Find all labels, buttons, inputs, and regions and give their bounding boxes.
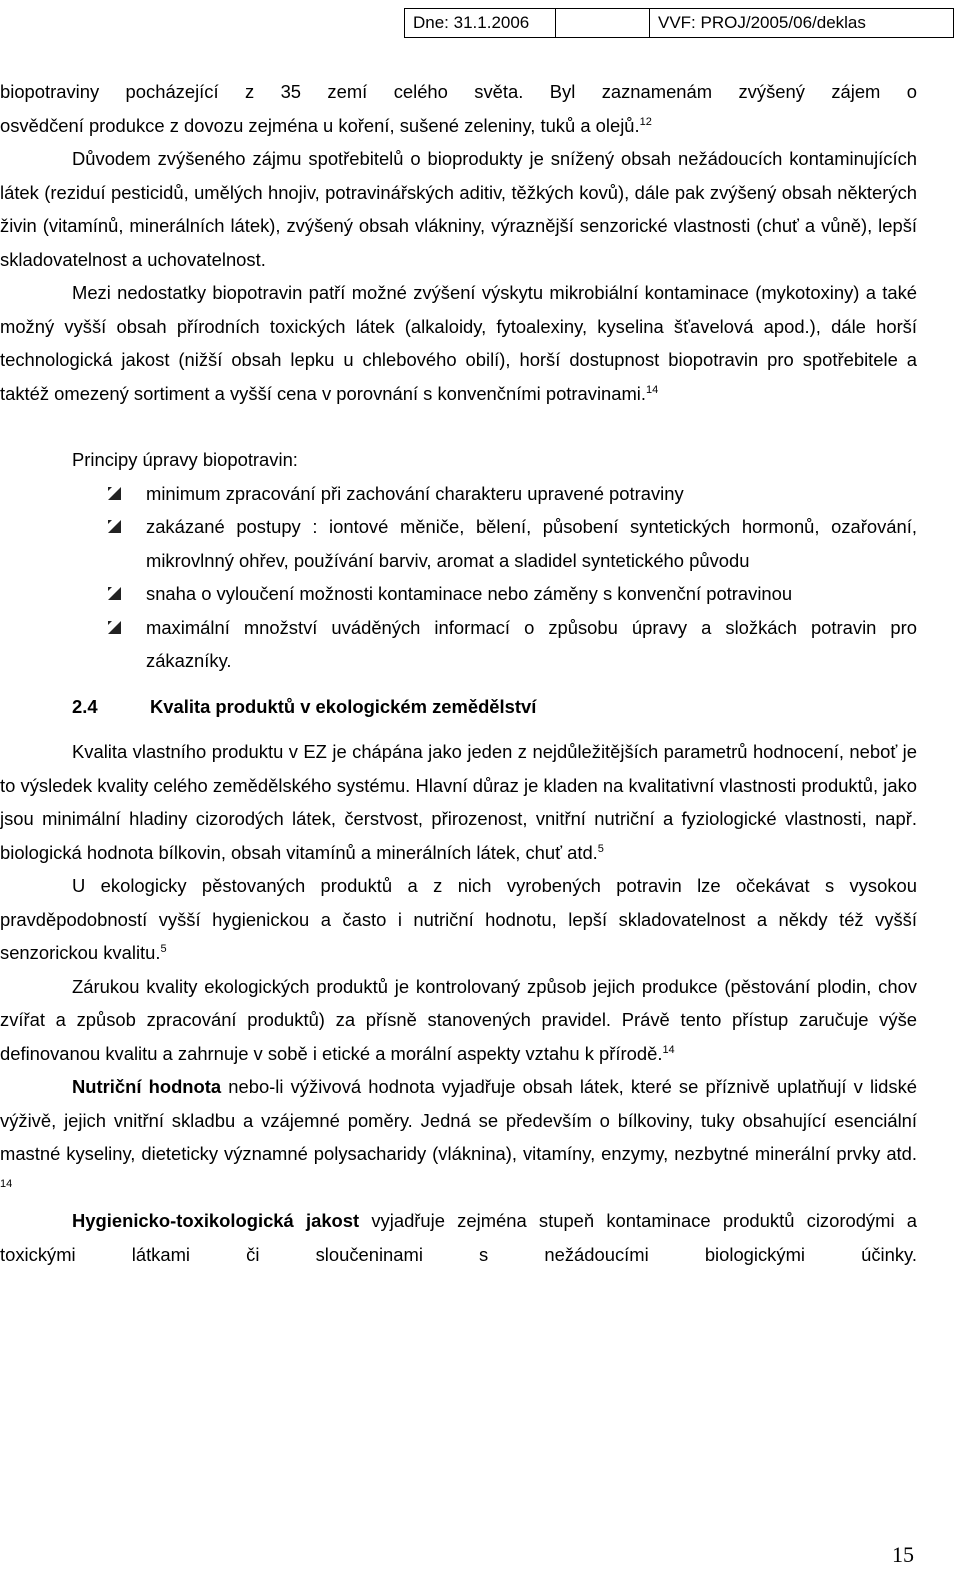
paragraph-guarantee [0, 970, 917, 1071]
list-item-text: maximální množství uváděných informací o způsobu úpravy a složkách potravin pro zákazníky. [146, 616, 917, 671]
list-item [146, 477, 917, 511]
list-item-text: snaha o vyloučení možnosti kontaminace nebo záměny s konvenční potravinou [146, 583, 793, 604]
paragraph-hygiene [0, 1204, 917, 1271]
term-hygiene: Hygienicko-toxikologická jakost [72, 1210, 360, 1231]
list-item-text: zakázané postupy : iontové měniče, bělení, působení syntetických hormonů, ozařování, mikrovlnný ohřev, používání barviv, aromat a sladidel syntetického původu [146, 516, 917, 571]
section-number: 2.4 [72, 695, 98, 717]
section-heading [0, 690, 917, 724]
list-item [146, 611, 917, 678]
bullet-arrow-icon [108, 520, 121, 533]
document-body [0, 75, 917, 1271]
list-item [146, 510, 917, 577]
page-number: 15 [892, 1542, 914, 1567]
header-reference [649, 8, 954, 38]
paragraph-nutrition-text: nebo-li výživová hodnota vyjadřuje obsah látek, které se příznivě uplatňují v lidské výživě, jejich vnitřní skladbu a vzájemné poměry. Jedná se především o bílkoviny, tuky obsahující esenciální mastné kyseliny, dieteticky významné polysacharidy (vláknina), vitamíny, enzymy, nezbytné minerální prvky atd. [0, 1076, 917, 1164]
paragraph-benefits: Důvodem zvýšeného zájmu spotřebitelů o bioprodukty je snížený obsah nežádoucích kontaminujících látek (reziduí pesticidů, umělých hnojiv, potravinářských aditiv, těžkých kovů), dále pak zvýšený obsah některých živin (vitamínů, minerálních látek), zvýšený obsah vlákniny, výraznější senzorické vlastnosti (chuť a vůně), lepší skladovatelnost a uchovatelnost. [0, 148, 917, 270]
footnote-ref: 14 [0, 1177, 13, 1190]
paragraph-drawbacks-text: Mezi nedostatky biopotravin patří možné zvýšení výskytu mikrobiální kontaminace (mykotoxiny) a také možný vyšší obsah přírodních toxických látek (alkaloidy, fytoalexiny, kyselina šťavelová apod.), dále horší technologická jakost (nižší obsah lepku u chlebového obilí), horší dostupnost biopotravin pro spotřebitele a taktéž omezený sortiment a vyšší cena v porovnání s konvenčními potravinami. [0, 282, 917, 404]
paragraph-quality-text: Kvalita vlastního produktu v EZ je chápána jako jeden z nejdůležitějších parametrů hodnocení, neboť je to výsledek kvality celého zemědělského systému. Hlavní důraz je kladen na kvalitativní vlastnosti produktů, jako jsou minimální hladiny cizorodých látek, čerstvost, přirozenost, vnitřní nutriční a fyziologické vlastnosti, např. biologická hodnota bílkovin, obsah vitamínů a minerálních látek, chuť atd. [0, 741, 917, 863]
paragraph-nutrition [0, 1070, 917, 1204]
paragraph-quality [0, 735, 917, 869]
intro-line-2-text: osvědčení produkce z dovozu zejména u koření, sušené zeleniny, tuků a olejů. [0, 114, 640, 136]
intro-line-1: biopotraviny pocházející z 35 zemí celého světa. Byl zaznamenám zvýšený zájem o [0, 81, 917, 102]
footnote-ref: 12 [639, 115, 652, 128]
footnote-ref: 14 [662, 1043, 675, 1056]
footnote-ref: 14 [646, 383, 659, 396]
paragraph-hygiene-text: vyjadřuje zejména stupeň kontaminace produktů cizorodými a toxickými látkami či sloučeninami s nežádoucími biologickými účinky. [0, 1210, 917, 1265]
paragraph-ecological [0, 869, 917, 970]
principles-list [0, 477, 917, 678]
footnote-ref: 5 [160, 943, 167, 955]
bullet-arrow-icon [108, 587, 121, 600]
header-reference-text: VVF: PROJ/2005/06/deklas [658, 13, 866, 32]
bullet-arrow-icon [108, 487, 121, 500]
term-nutrition: Nutriční hodnota [72, 1076, 222, 1097]
header-divider [555, 8, 650, 38]
paragraph-ecological-text: U ekologicky pěstovaných produktů a z nich vyrobených potravin lze očekávat s vysokou pravděpodobností vyšší hygienickou a často i nutriční hodnotu, lepší skladovatelnost a někdy též vyšší senzorickou kvalitu. [0, 875, 917, 963]
principles-title: Principy úpravy biopotravin: [72, 449, 298, 470]
bullet-arrow-icon [108, 621, 121, 634]
paragraph-drawbacks [0, 276, 917, 410]
intro-line-2 [0, 109, 917, 143]
section-title: Kvalita produktů v ekologickém zemědělství [150, 695, 537, 717]
list-item [146, 577, 917, 611]
header-date [404, 8, 556, 38]
list-item-text: minimum zpracování při zachování charakteru upravené potraviny [146, 482, 684, 504]
footnote-ref: 5 [597, 842, 604, 855]
paragraph-guarantee-text: Zárukou kvality ekologických produktů je kontrolovaný způsob jejich produkce (pěstování plodin, chov zvířat a způsob zpracování produktů) za přísně stanovených pravidel. Právě tento přístup zaručuje výše definovanou kvalitu a zahrnuje v sobě i etické a morální aspekty vztahu k přírodě. [0, 975, 917, 1064]
header-date-text: Dne: 31.1.2006 [413, 13, 530, 32]
